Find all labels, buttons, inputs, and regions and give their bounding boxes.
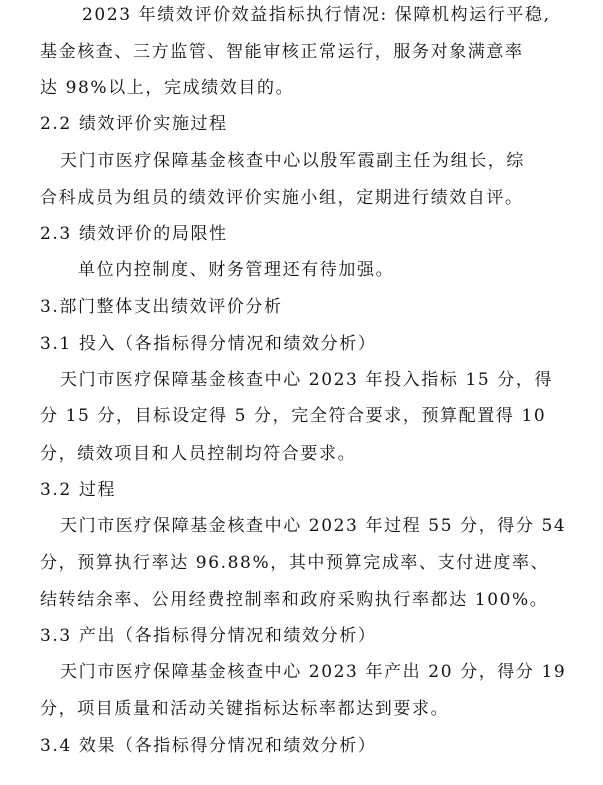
text-line: 天门市医疗保障基金核查中心 2023 年投入指标 15 分，得 [60, 370, 554, 390]
text-line: 单位内控制度、财务管理还有待加强。 [78, 260, 395, 280]
text-line: 基金核查、三方监管、智能审核正常运行，服务对象满意率 [40, 42, 524, 62]
text-line: 达 98%以上，完成绩效目的。 [40, 78, 295, 98]
text-line: 分，项目质量和活动关键指标达标率都达到要求。 [40, 699, 450, 719]
text-line: 合科成员为组员的绩效评价实施小组，定期进行绩效自评。 [40, 188, 524, 208]
section-heading: 2.3 绩效评价的局限性 [40, 224, 228, 244]
section-heading: 3.3 产出（各指标得分情况和绩效分析） [40, 626, 377, 646]
text-line: 分，绩效项目和人员控制均符合要求。 [40, 444, 357, 464]
text-line: 2023 年绩效评价效益指标执行情况: 保障机构运行平稳, [82, 5, 551, 25]
text-line: 分，预算执行率达 96.88%，其中预算完成率、支付进度率、 [40, 553, 550, 573]
section-heading: 3.部门整体支出绩效评价分析 [40, 297, 283, 317]
section-heading: 2.2 绩效评价实施过程 [40, 114, 228, 134]
text-line: 天门市医疗保障基金核查中心 2023 年过程 55 分，得分 54 [60, 516, 567, 536]
text-line: 分 15 分，目标设定得 5 分，完全符合要求，预算配置得 10 [40, 406, 547, 426]
section-heading: 3.2 过程 [40, 480, 117, 500]
text-line: 天门市医疗保障基金核查中心以殷军霞副主任为组长，综 [60, 151, 525, 171]
text-line: 天门市医疗保障基金核查中心 2023 年产出 20 分，得分 19 [60, 662, 567, 682]
section-heading: 3.4 效果（各指标得分情况和绩效分析） [40, 736, 377, 756]
section-heading: 3.1 投入（各指标得分情况和绩效分析） [40, 334, 377, 354]
text-line: 结转结余率、公用经费控制率和政府采购执行率都达 100%。 [40, 590, 549, 610]
